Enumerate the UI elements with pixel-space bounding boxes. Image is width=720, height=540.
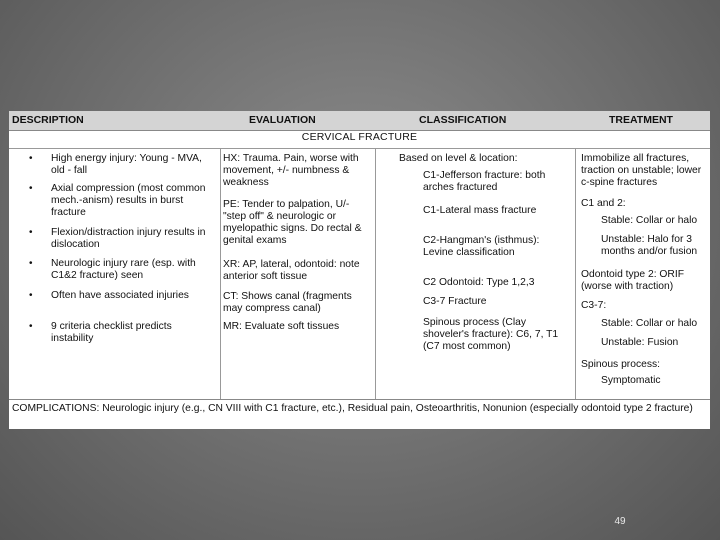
evaluation-item: XR: AP, lateral, odontoid: note anterior soft tissue (223, 259, 360, 282)
treatment-item: Odontoid type 2: ORIF (worse with traction) (581, 269, 685, 292)
description-text: Flexion/distraction injury results in dislocation (51, 227, 206, 250)
header-treatment: TREATMENT (609, 114, 673, 126)
evaluation-column (223, 149, 373, 411)
classification-item: C2 Odontoid: Type 1,2,3 (423, 277, 535, 288)
bullet-icon: • (29, 153, 33, 164)
treatment-item: Immobilize all fractures, traction on unstable; lower c-spine fractures (581, 153, 702, 188)
treatment-item: Spinous process: (581, 359, 660, 370)
page-number: 49 (614, 516, 626, 527)
classification-item: C2-Hangman's (isthmus): Levine classification (423, 235, 540, 258)
bullet-icon: • (29, 258, 33, 269)
header-evaluation: EVALUATION (249, 114, 316, 126)
classification-column (399, 149, 571, 411)
header-classification: CLASSIFICATION (419, 114, 507, 126)
description-text: Axial compression (most common mech.-anism) results in burst fracture (51, 183, 206, 218)
bullet-icon: • (29, 183, 33, 194)
classification-item: C1-Lateral mass fracture (423, 205, 537, 216)
column-divider (575, 149, 576, 412)
classification-item: C3-7 Fracture (423, 296, 487, 307)
treatment-item: Unstable: Fusion (601, 337, 679, 348)
treatment-item: Stable: Collar or halo (601, 318, 698, 329)
treatment-item: Stable: Collar or halo (601, 215, 698, 226)
classification-item: Based on level & location: (399, 153, 518, 164)
treatment-item: Symptomatic (601, 375, 661, 386)
evaluation-item: HX: Trauma. Pain, worse with movement, +/- numbness & weakness (223, 153, 359, 188)
treatment-item: C1 and 2: (581, 198, 626, 209)
description-text: High energy injury: Young - MVA, old - fall (51, 153, 202, 176)
classification-item: Spinous process (Clay shoveler's fracture): C6, 7, T1 (C7 most common) (423, 317, 559, 352)
bullet-icon: • (29, 227, 33, 238)
treatment-item: Unstable: Halo for 3 months and/or fusion (601, 234, 698, 257)
treatment-item: C3-7: (581, 300, 607, 311)
bullet-icon: • (29, 290, 33, 301)
column-divider (375, 149, 376, 412)
description-text: Often have associated injuries (51, 290, 189, 301)
description-text: Neurologic injury rare (esp. with C1&2 fracture) seen (51, 258, 196, 281)
classification-item: C1-Jefferson fracture: both arches fractured (423, 170, 546, 193)
cervical-fracture-table (9, 111, 710, 429)
table-subtitle: CERVICAL FRACTURE (9, 131, 710, 149)
table-header-row (9, 111, 710, 131)
evaluation-item: CT: Shows canal (fragments may compress canal) (223, 291, 352, 314)
description-column (15, 149, 220, 411)
treatment-column (581, 149, 709, 411)
column-divider (220, 149, 221, 412)
bullet-icon: • (29, 321, 33, 332)
evaluation-item: PE: Tender to palpation, U/- "step off" & neurologic or myelopathic signs. Do rectal & genital exams (223, 199, 362, 246)
evaluation-item: MR: Evaluate soft tissues (223, 321, 340, 332)
complications-row: COMPLICATIONS: Neurologic injury (e.g., CN VIII with C1 fracture, etc.), Residual pain, Osteoarthritis, Nonunion (especially odontoid type 2 fracture) (9, 399, 710, 429)
header-description: DESCRIPTION (12, 114, 84, 126)
description-text: 9 criteria checklist predicts instability (51, 321, 172, 344)
